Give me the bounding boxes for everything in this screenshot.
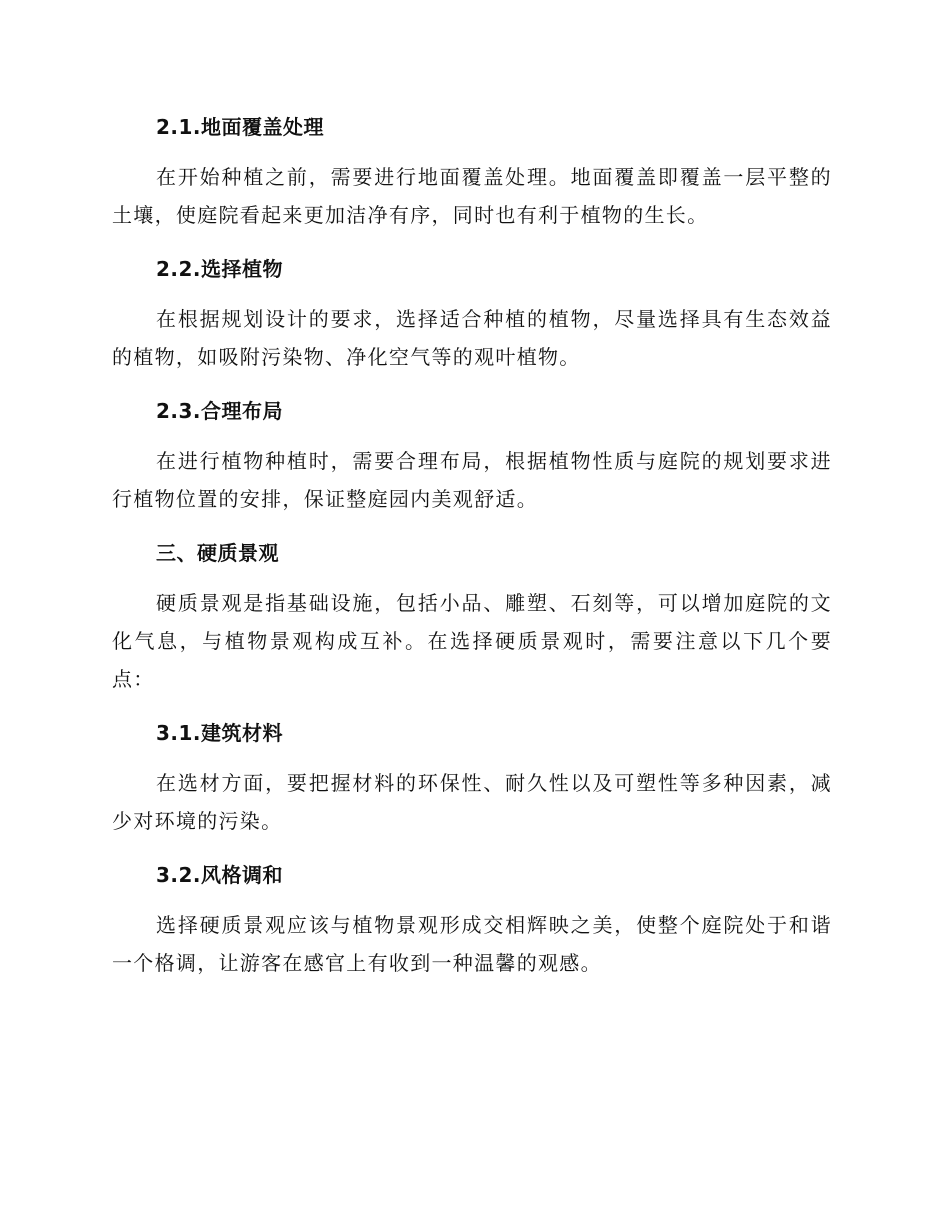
paragraph-ground-cover: 在开始种植之前，需要进行地面覆盖处理。地面覆盖即覆盖一层平整的土壤，使庭院看起来更加洁净有序，同时也有利于植物的生长。 bbox=[112, 165, 832, 227]
section-heading-3: 三、硬质景观 bbox=[156, 541, 279, 565]
section-heading-2-2: 2.2.选择植物 bbox=[156, 257, 284, 281]
paragraph-plant-selection: 在根据规划设计的要求，选择适合种植的植物，尽量选择具有生态效益的植物，如吸附污染物、净化空气等的观叶植物。 bbox=[112, 307, 832, 369]
paragraph-hardscape: 硬质景观是指基础设施，包括小品、雕塑、石刻等，可以增加庭院的文化气息，与植物景观构成互补。在选择硬质景观时，需要注意以下几个要点： bbox=[112, 591, 832, 691]
section-heading-3-2: 3.2.风格调和 bbox=[156, 863, 284, 887]
paragraph-materials: 在选材方面，要把握材料的环保性、耐久性以及可塑性等多种因素，减少对环境的污染。 bbox=[112, 771, 832, 833]
paragraph-style-harmony: 选择硬质景观应该与植物景观形成交相辉映之美，使整个庭院处于和谐一个格调，让游客在感官上有收到一种温馨的观感。 bbox=[112, 913, 832, 975]
document-body bbox=[112, 110, 832, 1000]
section-heading-2-1: 2.1.地面覆盖处理 bbox=[156, 115, 325, 139]
paragraph-layout: 在进行植物种植时，需要合理布局，根据植物性质与庭院的规划要求进行植物位置的安排，保证整庭园内美观舒适。 bbox=[112, 449, 832, 511]
section-heading-2-3: 2.3.合理布局 bbox=[156, 399, 284, 423]
section-heading-3-1: 3.1.建筑材料 bbox=[156, 721, 284, 745]
